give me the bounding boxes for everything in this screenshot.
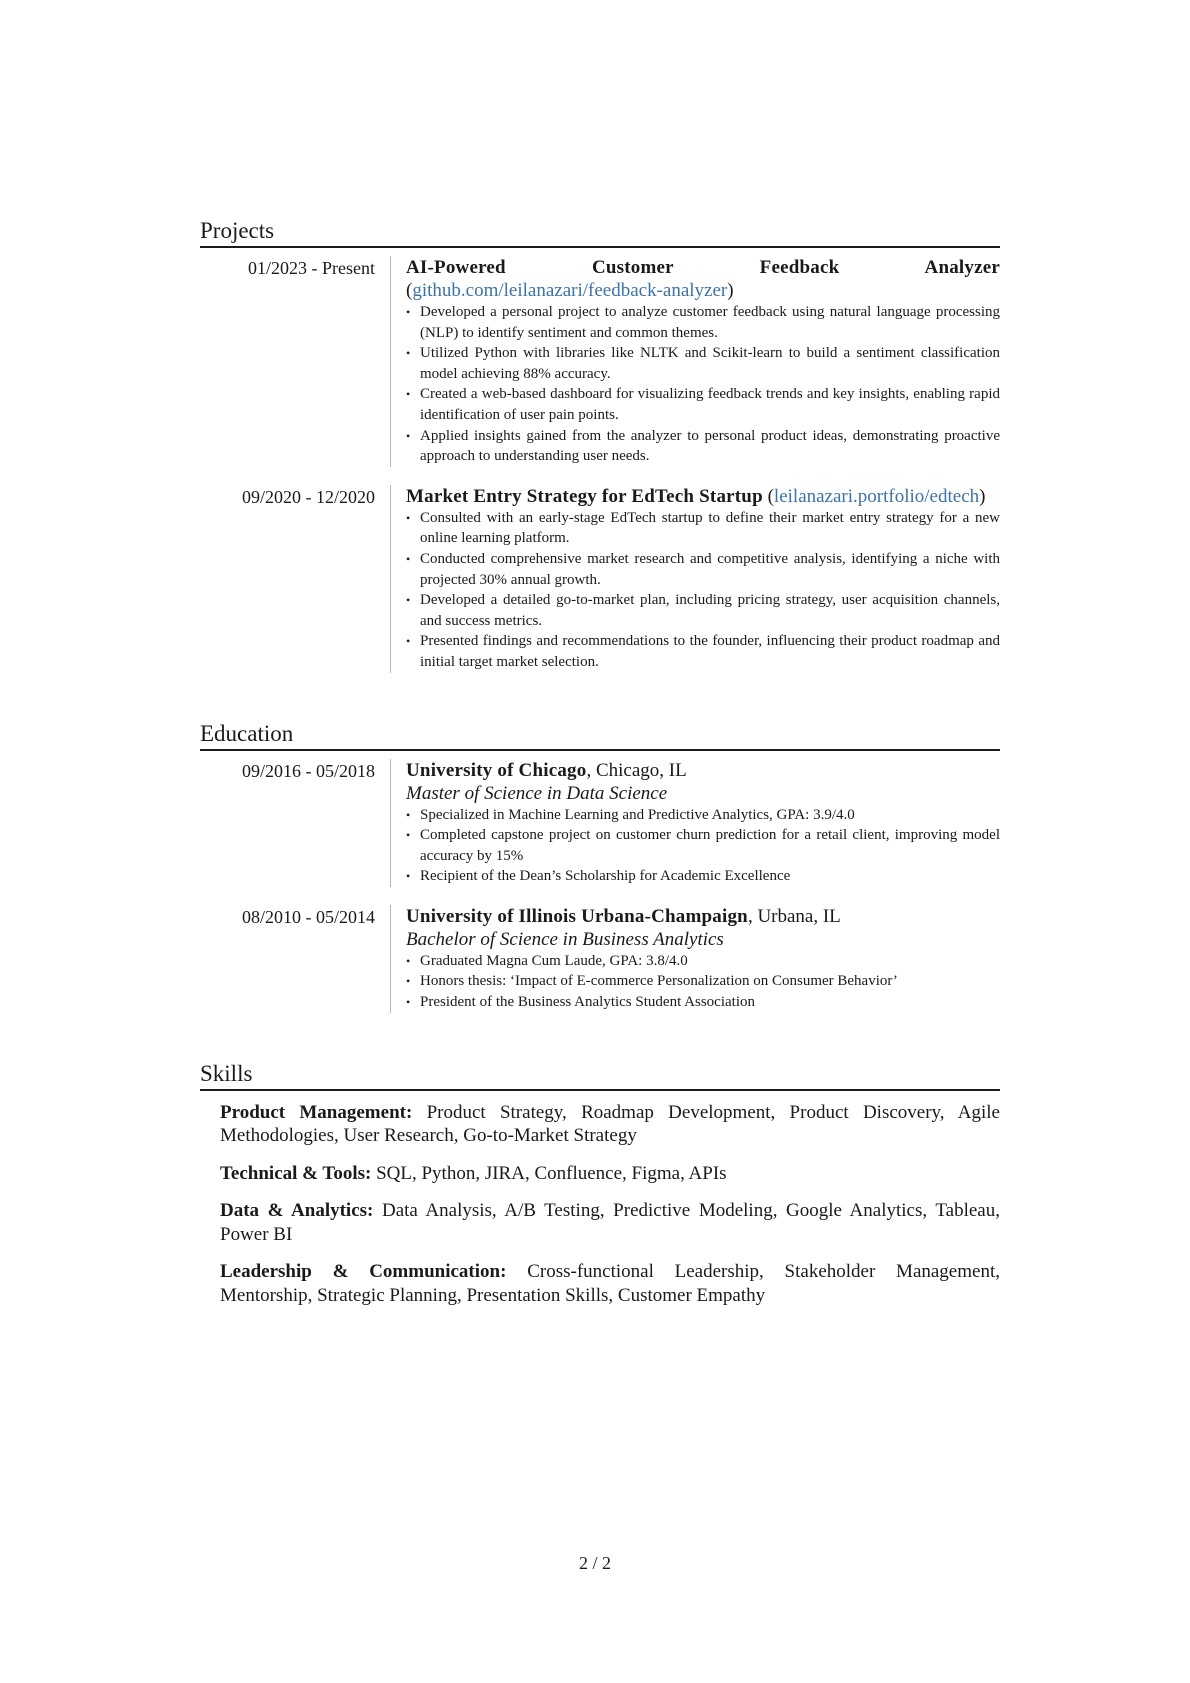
bullet-item: • Presented findings and recommendations to the founder, influencing their product roadmap and initial target market selection.: [406, 631, 1000, 672]
project-title-line: [406, 256, 1000, 302]
project-title: AI-Powered Customer Feedback Analyzer: [406, 257, 1000, 278]
school-line: [406, 759, 1000, 782]
bullet-list: [406, 302, 1000, 467]
skill-label: Leadership & Communication:: [220, 1261, 507, 1283]
section-title-education: Education: [200, 721, 1000, 751]
bullet-item: • Created a web-based dashboard for visualizing feedback trends and key insights, enabling rapid identification of user pain points.: [406, 384, 1000, 425]
bullet-list: [406, 805, 1000, 887]
education-entry: [200, 759, 1000, 887]
degree: Master of Science in Data Science: [406, 782, 668, 804]
skill-value: Cross-functional Leadership, Stakeholder Management, Mentorship, Strategic Planning, Presentation Skills, Customer Empathy: [220, 1261, 1000, 1306]
bullet-item: • Specialized in Machine Learning and Predictive Analytics, GPA: 3.9/4.0: [406, 805, 1000, 826]
bullet-item: • Completed capstone project on customer churn prediction for a retail client, improving model accuracy by 15%: [406, 825, 1000, 866]
paren-close: ): [979, 485, 986, 507]
projects-section: [200, 218, 1000, 673]
school-line: [406, 905, 1000, 928]
entry-date: 09/2016 - 05/2018: [242, 760, 375, 781]
skill-row: [220, 1162, 1000, 1186]
bullet-list: [406, 951, 1000, 1013]
entry-date: 01/2023 - Present: [248, 258, 375, 278]
entry-date: 09/2020 - 12/2020: [242, 486, 375, 507]
bullet-item: • Applied insights gained from the analyzer to personal product ideas, demonstrating proactive approach to understanding user needs.: [406, 426, 1000, 467]
bullet-item: • Honors thesis: ‘Impact of E-commerce Personalization on Consumer Behavior’: [406, 971, 1000, 992]
bullet-item: • Utilized Python with libraries like NLTK and Scikit-learn to build a sentiment classification model achieving 88% accuracy.: [406, 343, 1000, 384]
bullet-item: • Conducted comprehensive market research and competitive analysis, identifying a niche with projected 30% annual growth.: [406, 549, 1000, 590]
bullet-item: • Consulted with an early-stage EdTech startup to define their market entry strategy for a new online learning platform.: [406, 508, 1000, 549]
education-section: [200, 721, 1000, 1013]
bullet-list: [406, 508, 1000, 673]
project-link[interactable]: github.com/leilanazari/feedback-analyzer: [412, 280, 728, 301]
section-title-projects: Projects: [200, 218, 1000, 248]
bullet-item: • Recipient of the Dean’s Scholarship for Academic Excellence: [406, 866, 1000, 887]
page-number: 2 / 2: [578, 1553, 611, 1573]
skill-row: [220, 1260, 1000, 1307]
project-entry: [200, 485, 1000, 673]
skill-label: Data & Analytics:: [220, 1200, 374, 1222]
skill-row: [220, 1101, 1000, 1148]
skill-row: [220, 1199, 1000, 1246]
paren-close: ): [727, 280, 734, 301]
section-title-skills: Skills: [200, 1061, 1000, 1091]
skill-value: SQL, Python, JIRA, Confluence, Figma, APIs: [376, 1162, 727, 1184]
bullet-item: • Developed a detailed go-to-market plan, including pricing strategy, user acquisition channels, and success metrics.: [406, 590, 1000, 631]
skills-section: [200, 1061, 1000, 1308]
school-name: University of Chicago: [406, 759, 587, 781]
project-entry: [200, 256, 1000, 467]
resume-page: [200, 218, 1000, 1355]
project-title: Market Entry Strategy for EdTech Startup: [406, 485, 763, 507]
degree: Bachelor of Science in Business Analytics: [406, 928, 724, 950]
bullet-item: • President of the Business Analytics Student Association: [406, 992, 1000, 1013]
skill-value: Data Analysis, A/B Testing, Predictive Modeling, Google Analytics, Tableau, Power BI: [220, 1200, 1000, 1245]
project-title-line: [406, 485, 1000, 508]
entry-date: 08/2010 - 05/2014: [242, 906, 375, 927]
skill-label: Product Management:: [220, 1101, 413, 1123]
bullet-item: • Developed a personal project to analyze customer feedback using natural language processing (NLP) to identify sentiment and common themes.: [406, 302, 1000, 343]
school-location: , Chicago, IL: [586, 759, 687, 781]
paren-open: (: [762, 485, 774, 507]
bullet-item: • Graduated Magna Cum Laude, GPA: 3.8/4.0: [406, 951, 1000, 972]
project-link[interactable]: leilanazari.portfolio/edtech: [773, 485, 980, 507]
skill-label: Technical & Tools:: [220, 1162, 372, 1184]
skill-value: Product Strategy, Roadmap Development, Product Discovery, Agile Methodologies, User Research, Go-to-Market Strategy: [220, 1101, 1000, 1147]
school-name: University of Illinois Urbana-Champaign: [406, 905, 748, 927]
paren-open: (: [406, 280, 413, 301]
education-entry: [200, 905, 1000, 1013]
school-location: , Urbana, IL: [747, 905, 841, 927]
